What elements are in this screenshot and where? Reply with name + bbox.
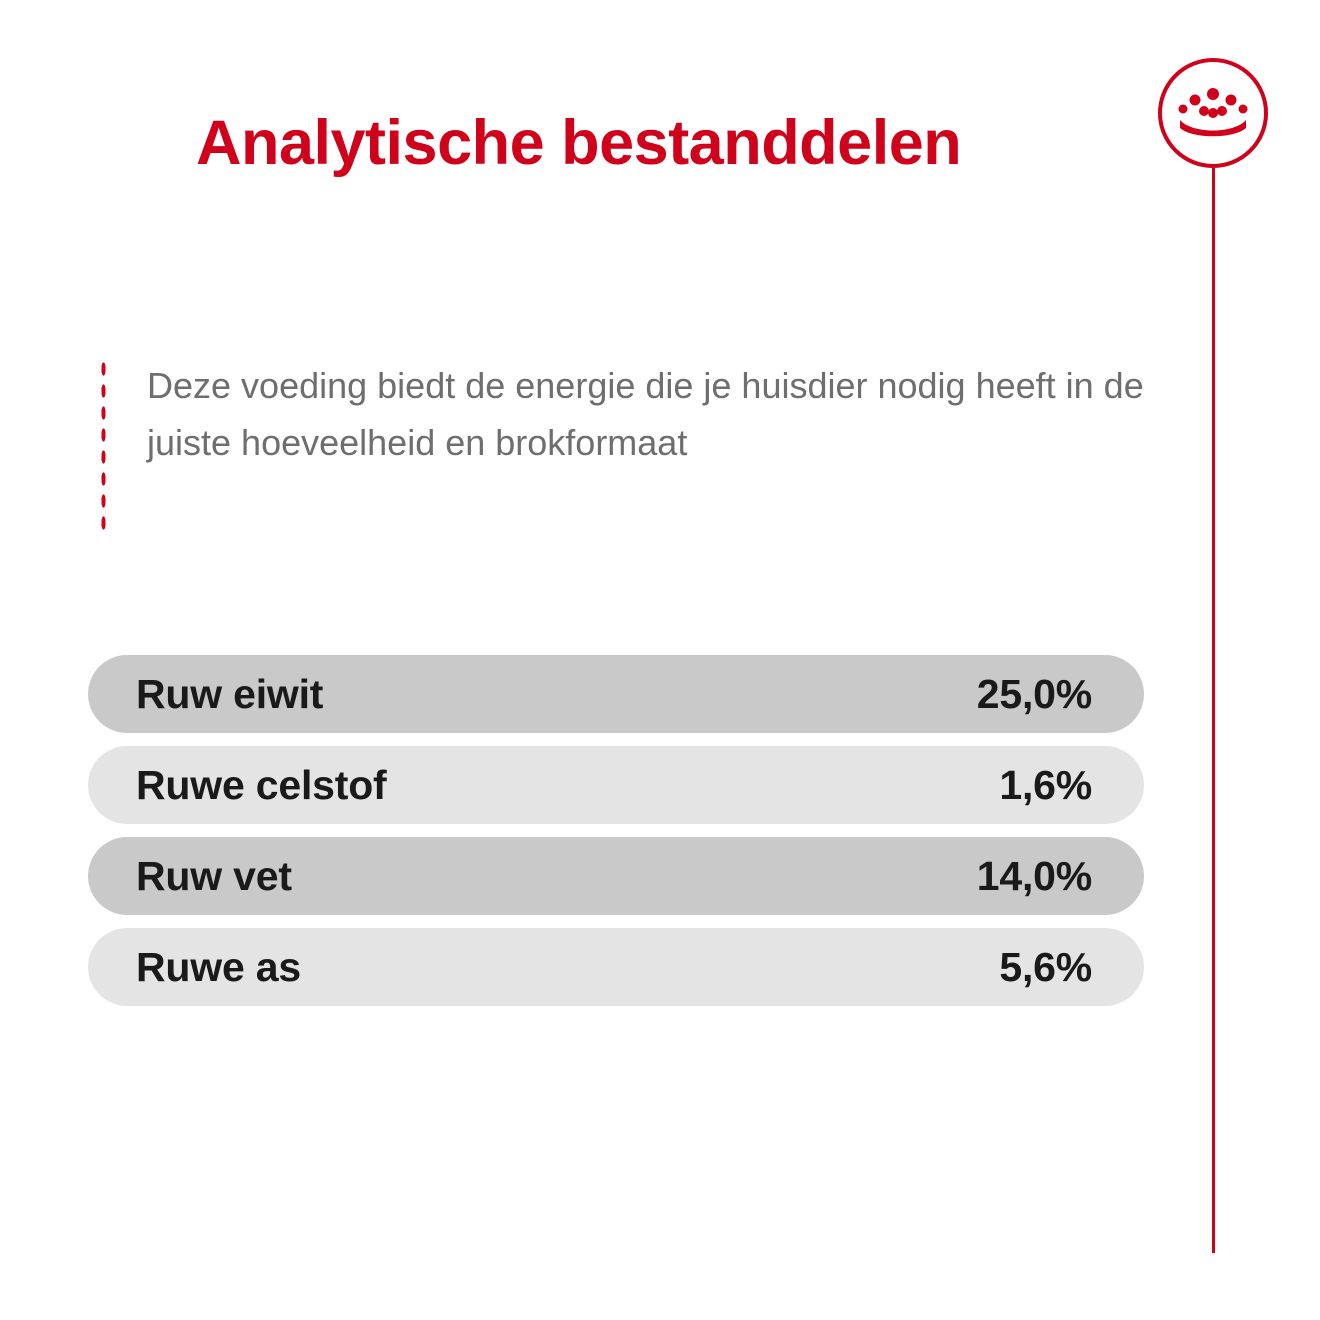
page-title: Analytische bestanddelen [196,108,962,178]
row-value: 5,6% [999,943,1092,990]
row-label: Ruw eiwit [136,670,324,717]
royal-canin-crown-icon [1178,86,1248,140]
row-value: 25,0% [976,670,1092,717]
table-row [88,837,1144,915]
row-label: Ruw vet [136,852,292,899]
table-row [88,928,1144,1006]
brand-logo [1158,58,1268,168]
nutrition-table [88,655,1144,1019]
row-value: 1,6% [999,761,1092,808]
table-row [88,655,1144,733]
row-label: Ruwe as [136,943,301,990]
row-label: Ruwe celstof [136,761,387,808]
intro-block [100,358,1160,536]
row-value: 14,0% [976,852,1092,899]
dotted-divider [100,358,107,536]
table-row [88,746,1144,824]
brand-vertical-line [1212,168,1215,1253]
intro-text: Deze voeding biedt de energie die je huisdier nodig heeft in de juiste hoeveelheid en brokformaat [147,365,1144,463]
